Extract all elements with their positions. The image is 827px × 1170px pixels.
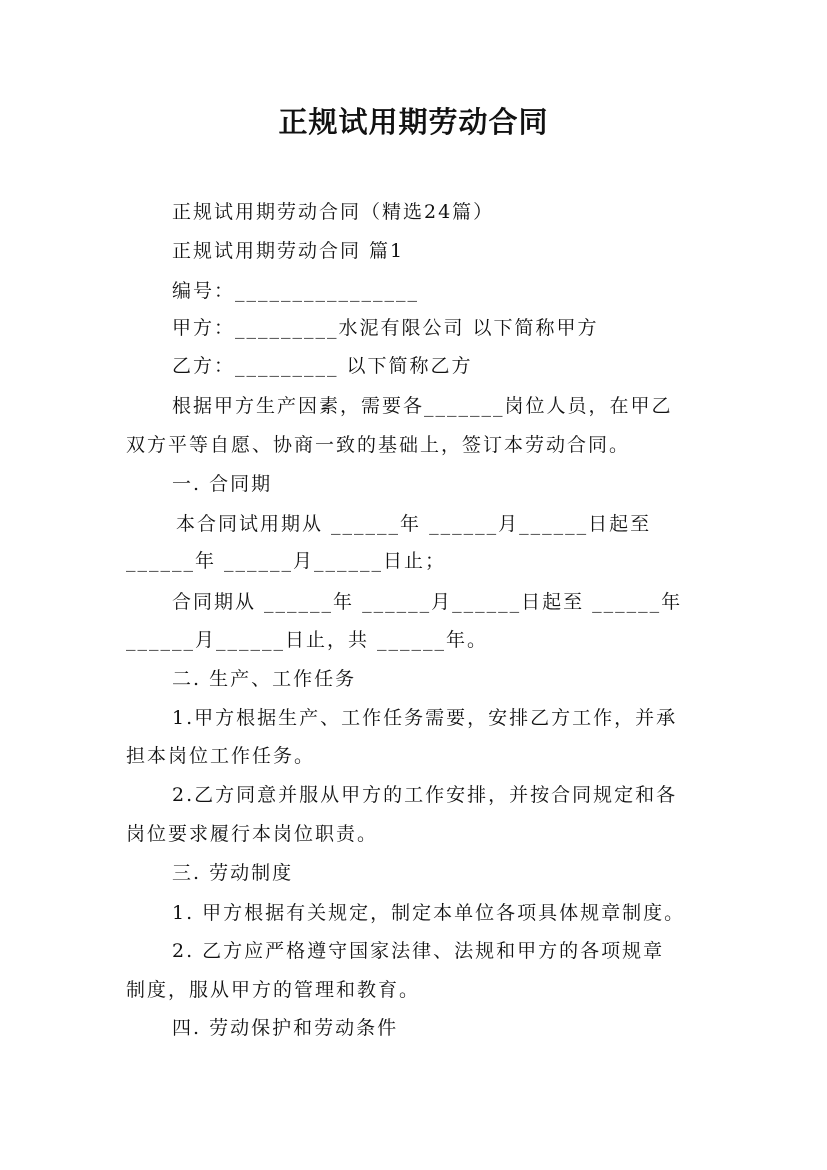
party-a-line: 甲方：_________水泥有限公司 以下简称甲方: [172, 317, 599, 339]
contract-number-line: 编号：________________: [172, 280, 420, 302]
paragraph-line: 2.乙方同意并服从甲方的工作安排，并按合同规定和各: [172, 784, 678, 806]
paragraph-line: 1.甲方根据生产、工作任务需要，安排乙方工作，并承: [172, 707, 678, 729]
section-heading-line: 二. 生产、工作任务: [172, 668, 357, 690]
section-heading-line: 正规试用期劳动合同 篇1: [172, 240, 405, 262]
paragraph-line: 合同期从 ______年 ______月______日起至 ______年: [172, 591, 683, 613]
paragraph-line: 制度，服从甲方的管理和教育。: [126, 979, 421, 1001]
section-heading-line: 一. 合同期: [172, 473, 273, 495]
paragraph-line: 岗位要求履行本岗位职责。: [126, 823, 379, 845]
paragraph-line: 本合同试用期从 ______年 ______月______日起至: [176, 513, 652, 535]
paragraph-line: 2. 乙方应严格遵守国家法律、法规和甲方的各项规章: [172, 940, 665, 962]
party-b-line: 乙方：_________ 以下简称乙方: [172, 355, 473, 377]
paragraph-line: 1. 甲方根据有关规定，制定本单位各项具体规章制度。: [172, 902, 686, 924]
paragraph-line: ______月______日止，共 ______年。: [126, 629, 489, 651]
section-heading-line: 四. 劳动保护和劳动条件: [172, 1017, 399, 1039]
paragraph-line: 根据甲方生产因素，需要各_______岗位人员，在甲乙: [172, 395, 673, 417]
paragraph-line: 双方平等自愿、协商一致的基础上，签订本劳动合同。: [126, 434, 631, 456]
document-title: 正规试用期劳动合同: [278, 105, 549, 139]
subtitle-line: 正规试用期劳动合同（精选24篇）: [172, 201, 495, 223]
paragraph-line: ______年 ______月______日止；: [126, 550, 447, 572]
paragraph-line: 担本岗位工作任务。: [126, 745, 316, 767]
section-heading-line: 三. 劳动制度: [172, 862, 294, 884]
